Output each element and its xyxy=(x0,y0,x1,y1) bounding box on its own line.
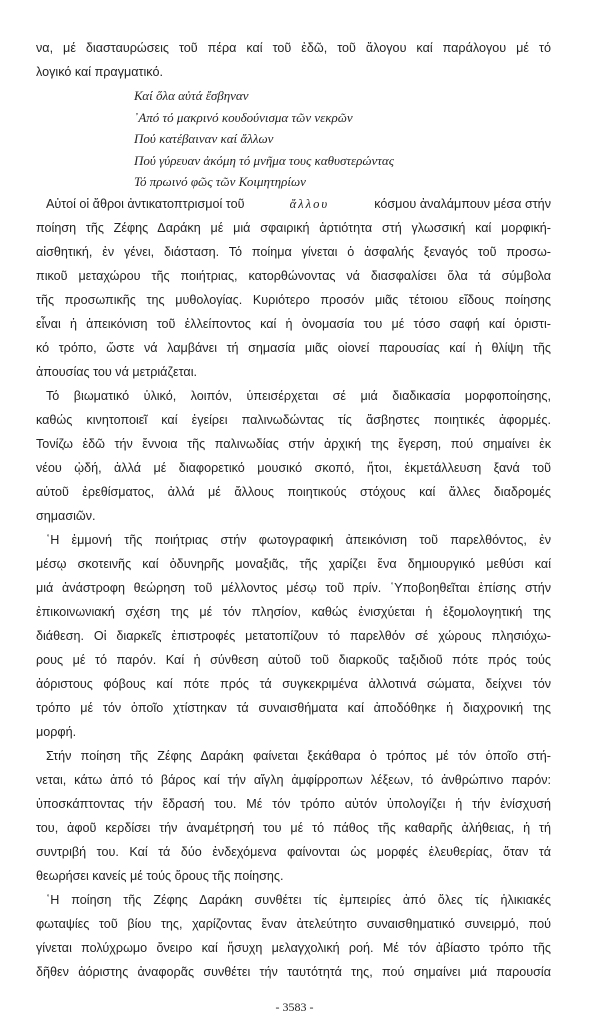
text-line: μέσῳ σκοτεινῆς καί ὀδυνηρῆς μοναξιᾶς, τῆς χαρίζει ἕνα δημιουργικό μεθύσι καί xyxy=(36,557,551,571)
text-line: νέου ᾠδή, ἀλλά μέ διαφορετικό μουσικό σκοπό, ἤτοι, ἐκμετάλλευση ξανά τοῦ xyxy=(36,461,551,475)
text-line: τῆς προσωπικῆς της μυθολογίας. Κυριότερο προσόν μιᾶς τέτοιου εἴδους ποίησης xyxy=(36,293,551,307)
text-line: κό τρόπο, ὥστε νά λαμβάνει τή σημασία μιᾶς οἱονεί παρουσίας καί ἡ θλίψη τῆς xyxy=(36,341,551,355)
text-line: ῾Η ποίηση τῆς Ζέφης Δαράκη συνθέτει τίς ἐμπειρίες ἀπό ὅλες τίς ἡλικιακές xyxy=(46,893,551,907)
text-line: μορφή. xyxy=(36,725,77,739)
text-line: τρόπο μέ τόν ὁποῖο χτίστηκαν τά συναισθήματα καί ἀποδόθηκε ἡ διαχρονική της xyxy=(36,701,551,715)
text-line: του, ἀφοῦ κερδίσει τήν ἀναμέτρησή του μέ τό πάθος τῆς καθαρῆς ἀλήθειας, ἡ τή xyxy=(36,821,551,835)
page-number: - 3583 - xyxy=(275,1000,314,1014)
text-line: εἶναι ἡ ἀπεικόνιση τοῦ ἐλλείποντος καί ἡ ὀνομασία του μέ τόσο σαφή καί ὁριστι- xyxy=(36,317,551,331)
text-line: ρους μέ τό παρόν. Καί ἡ σύνθεση αὐτοῦ τοῦ διαρκοῦς ταξιδιοῦ πότε πρός τούς xyxy=(36,653,551,667)
text-line: δῆθεν ἀόριστης ἀναφορᾶς συνθέτει τήν ταυτότητά της, πού σημαίνει μιά παρουσία xyxy=(36,965,551,979)
text-line xyxy=(46,196,551,212)
text-line: αἰσθητική, ἐν γένει, διάσταση. Τό ποίημα γίνεται ὁ ἀσφαλής ξεναγός τοῦ προσω- xyxy=(36,245,551,259)
verse-line: Τό πρωινό φῶς τῶν Κοιμητηρίων xyxy=(134,174,306,189)
text-line: νεται, κάτω ἀπό τό βάρος καί τήν αἴγλη ἀμφίρροπων λέξεων, τό ἀνθρώπινο παρόν: xyxy=(36,773,551,787)
text-line: συντριβή του. Καί τά δύο ἐνδεχόμενα φαίνονται ὡς μορφές ἐλευθερίας, ὅταν τά xyxy=(36,845,551,859)
text-line: ῾Η ἐμμονή τῆς ποιήτριας στήν φωτογραφική ἀπεικόνιση τοῦ παρελθόντος, ἐν xyxy=(46,533,551,547)
text-line: ἀόριστους φόβους καί πότε πρός τά συγκεκριμένα ἀλλοτινά σώματα, δείχνει τόν xyxy=(36,677,551,691)
verse-line: Πού γύρευαν ἀκόμη τό μνῆμα τους καθυστερώντας xyxy=(134,153,394,168)
text-line: Τονίζω ἐδῶ τήν ἔννοια τῆς παλινωδίας στήν ἀρχική της ἔγερση, πού σημαίνει ἐκ xyxy=(36,437,551,451)
verse-line: Καί ὅλα αὐτά ἔσβηναν xyxy=(134,88,249,103)
text-line: λογικό καί πραγματικό. xyxy=(36,65,163,79)
text-line: Τό βιωματικό ὑλικό, λοιπόν, ὑπεισέρχεται σέ μιά διαδικασία μορφοποίησης, xyxy=(46,389,551,403)
text-line: φωταψίες τοῦ βίου της, χαρίζοντας ἕναν ἀτελεύτητο συναισθηματικό συνειρμό, πού xyxy=(36,917,551,931)
verse-line: Πού κατέβαιναν καί ἄλλων xyxy=(134,131,274,146)
text-segment: κόσμου ἀναλάμπουν μέσα στήν xyxy=(374,197,551,211)
text-line: αὐτοῦ ἐρεθίσματος, ἀλλά μέ ἄλλους ποιητικούς στόχους καί ἄλλες διαδρομές xyxy=(36,485,551,499)
text-line: γίνεται πολύχρωμο ὄνειρο καί ἥσυχη μελαγχολική ροή. Μέ τόν ἀβίαστο τρόπο τῆς xyxy=(36,941,551,955)
text-line: καθώς κινητοποιεῖ καί ἐγείρει παλινωδώντας τίς ἄσβηστες ποιητικές ἀφορμές. xyxy=(36,413,551,427)
text-line: ἐπικοινωνιακή σχέση της μέ τόν πλησίον, καθώς ἐνισχύεται ἡ ἐξομολογητική της xyxy=(36,605,551,619)
text-line: Στήν ποίηση τῆς Ζέφης Δαράκη φαίνεται ξεκάθαρα ὁ τρόπος μέ τόν ὁποῖο στή- xyxy=(46,749,551,763)
text-line: διάθεση. Οἱ διαρκεῖς ἐπιστροφές μετατοπίζουν τό παρελθόν σέ χώρους πλησιόχω- xyxy=(36,629,551,643)
text-line: ἀπουσίας του νά μετριάζεται. xyxy=(36,365,197,379)
text-line: θεωρήσει κανείς μέ τούς ὅρους τῆς ποίησης. xyxy=(36,869,284,883)
verse-line: ᾿Από τό μακρινό κουδούνισμα τῶν νεκρῶν xyxy=(134,110,353,125)
text-segment: Αὐτοί οἱ ἄθροι ἀντικατοπτρισμοί τοῦ xyxy=(46,197,245,211)
emphasized-word: ἄλλου xyxy=(289,197,330,211)
text-line: σημασιῶν. xyxy=(36,509,96,523)
text-line: ποίηση τῆς Ζέφης Δαράκη μέ μιά σφαιρική ἀρτιότητα στή γλωσσική καί μορφική- xyxy=(36,221,551,235)
text-line: ὑποσκάπτοντας τήν ἕδρασή του. Μέ τόν τρόπο αὐτόν ὑπολογίζει ἡ τήν ἐνίσχυσή xyxy=(36,797,551,811)
text-line: να, μέ διασταυρώσεις τοῦ πέρα καί τοῦ ἐδῶ, τοῦ ἄλογου καί παράλογου μέ τό xyxy=(36,41,551,55)
text-line: πικοῦ μεταχώρου τῆς ποιήτριας, κατορθώνοντας νά διασφαλίσει ὅλα τά σύμβολα xyxy=(36,269,551,283)
text-line: μιά ἀνάστροφη θεώρηση τοῦ μέλλοντος μέσῳ τοῦ πρίν. ῾Υποβοηθεῖται ἐπίσης στήν xyxy=(36,581,551,595)
